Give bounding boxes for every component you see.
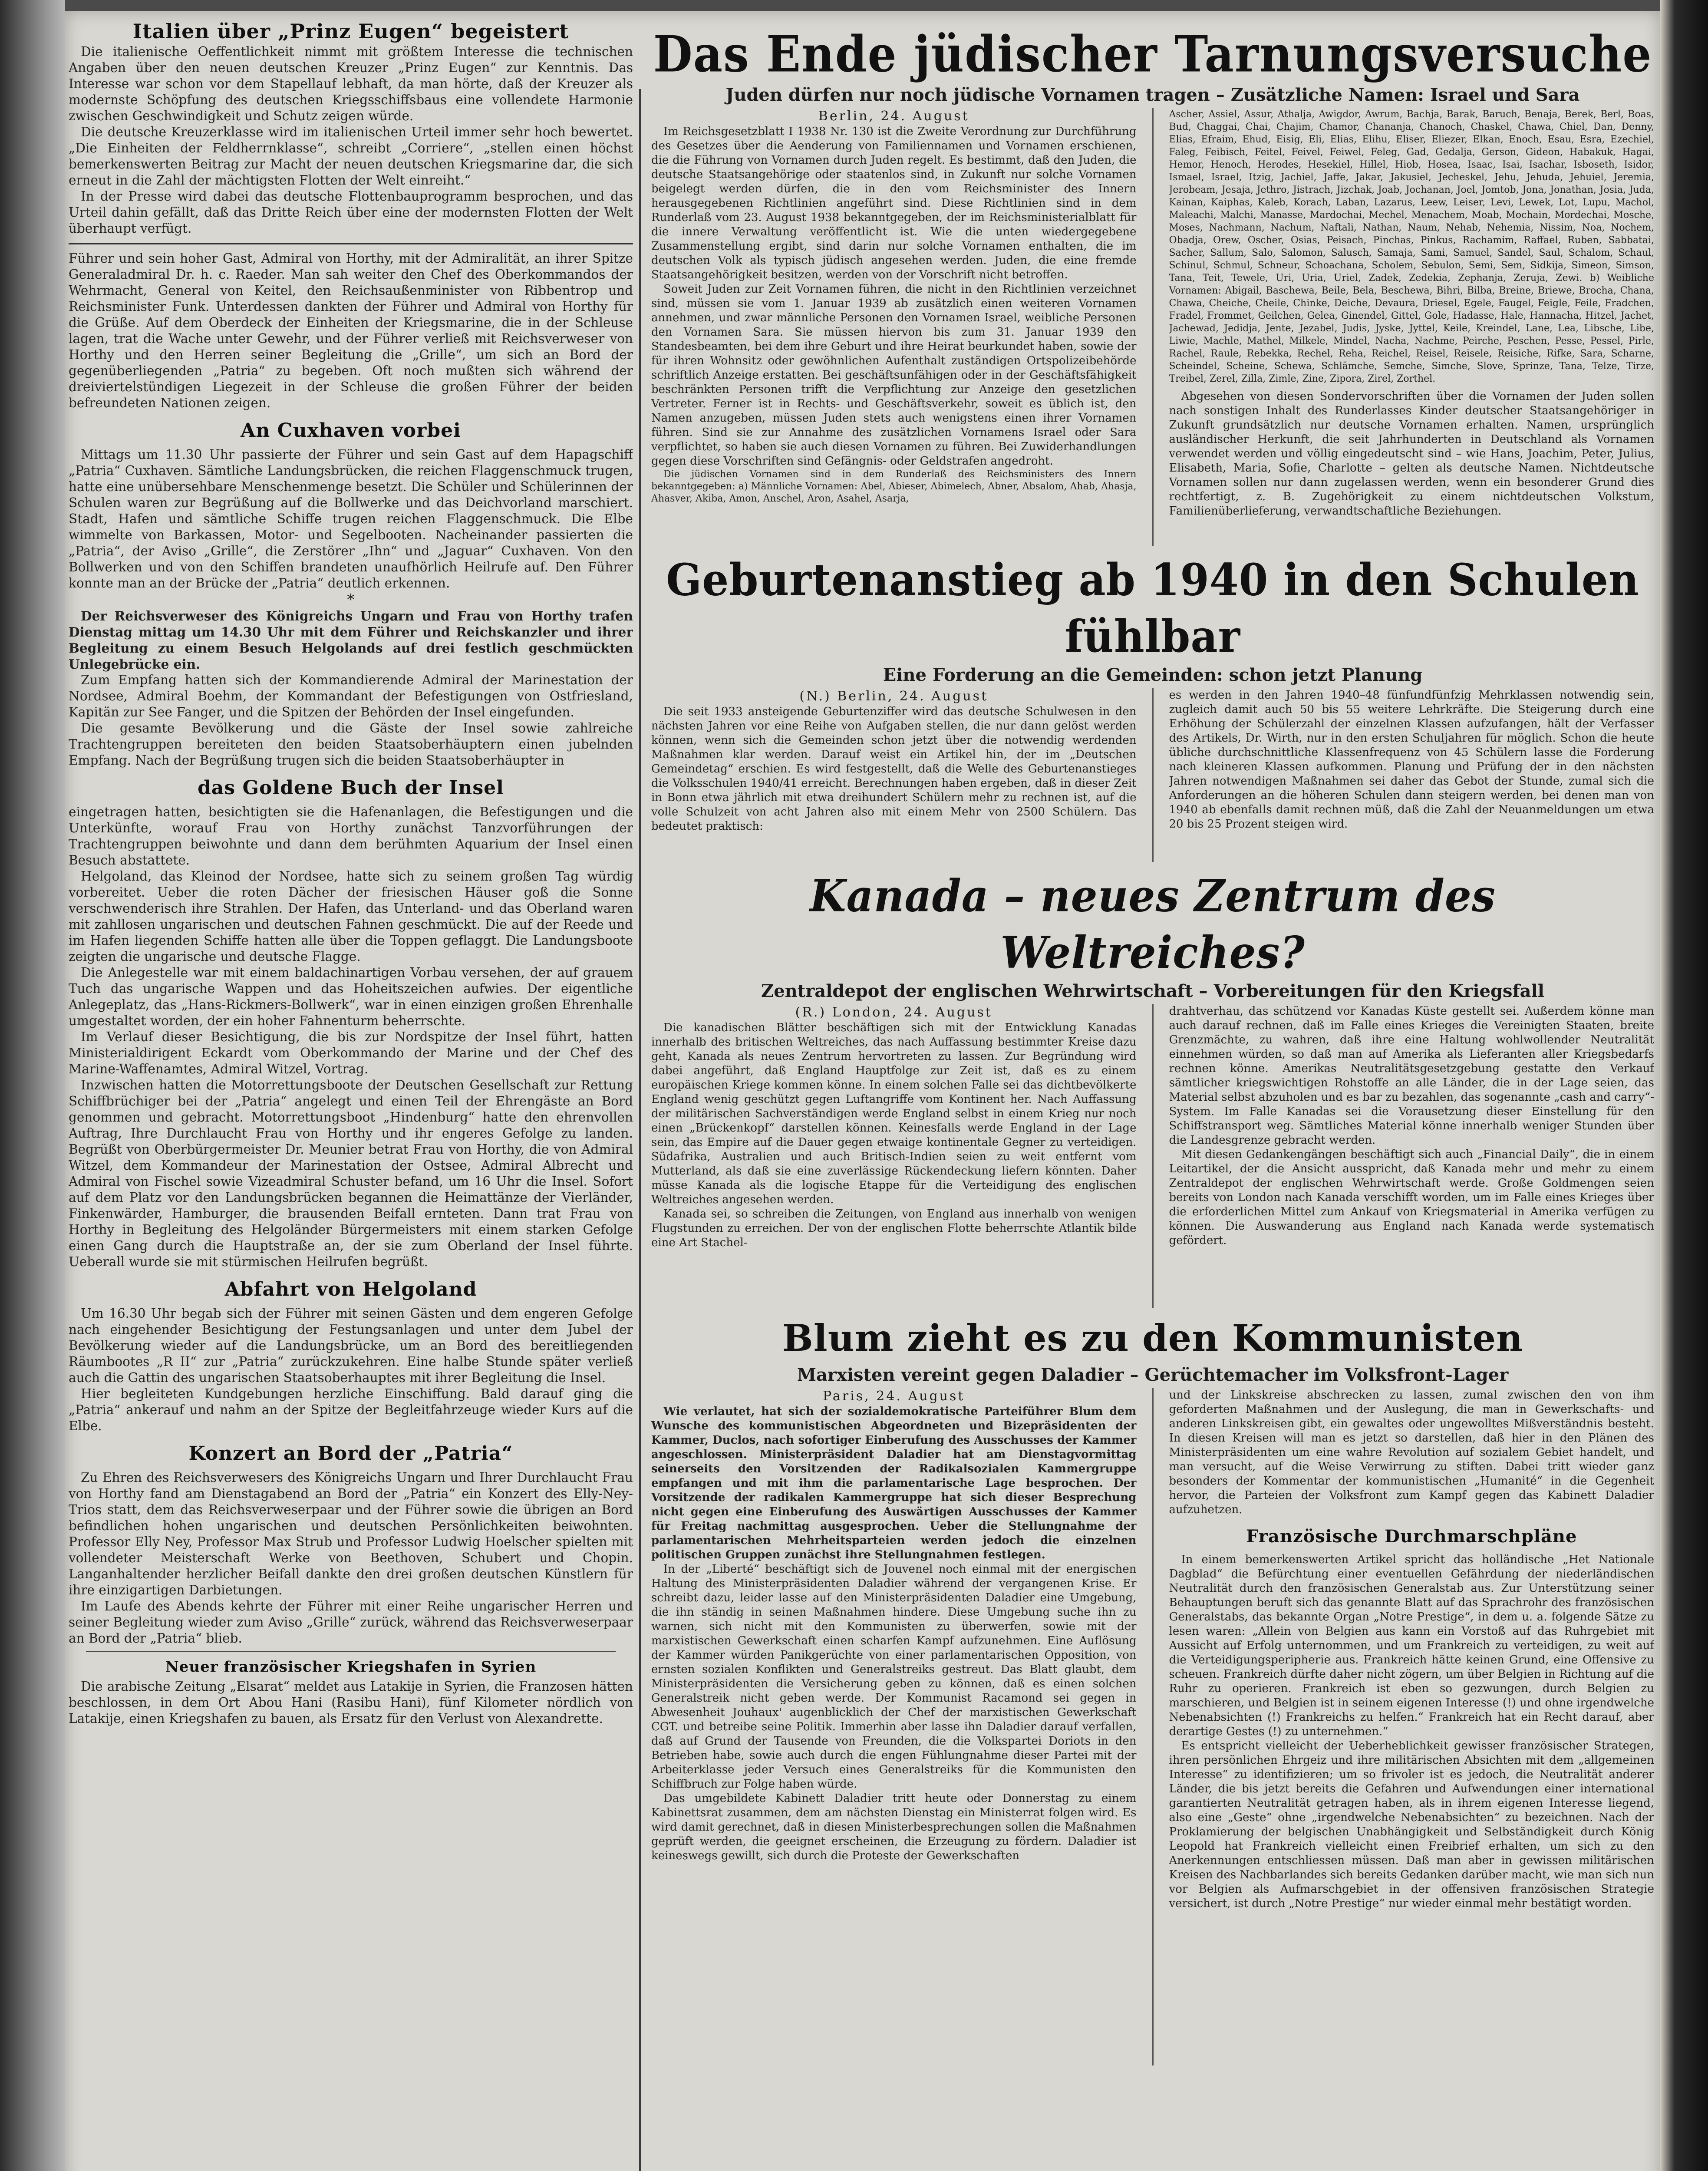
article-jews	[651, 108, 1654, 546]
headline-konzert: Konzert an Bord der „Patria“	[188, 1442, 513, 1465]
paragraph: und der Linkskreise abschrecken zu lassen, zumal zwischen den von ihm geforderten Maßnahmen und der Auslegung, die man in Gewerkschafts- und anderen Linkskreisen gibt, ein gewaltes oder ungewolltes Mißverständnis besteht. In diesen Kreisen will man es jetzt so darstellen, daß hier in den Plänen des Ministerpräsidenten um eine wahre Revolution auf sozialem Gebiet handelt, und man versucht, auf die Weise Verwirrung zu stiften. Dabei tritt wieder ganz besonders der Kommentar der kommunistischen „Humanité“ in die Gegenheit hervor, die Parteien der Volksfront zum Kampf gegen das Kabinett Daladier aufzuhetzen.	[1169, 1389, 1654, 1516]
paragraph: es werden in den Jahren 1940–48 fünfundfünfzig Mehrklassen notwendig sein, zugleich damit auch 50 bis 55 weitere Lehrkräfte. Die Steigerung durch eine Erhöhung der Schülerzahl der einzelnen Klassen aufzufangen, hält der Verfasser des Artikels, Dr. Wirth, nur in den ersten Schuljahren für möglich. Schon die heute übliche durchschnittliche Klassenfrequenz von 45 Schülern lasse die Forderung nach kleineren Klassen aufkommen. Planung und Prüfung der in den nächsten Jahren notwendigen Maßnahmen sei daher das Gebot der Stunde, zumal sich die Anforderungen an die höheren Schulen dann steigern werden, bei denen man von 1940 ab ebenfalls damit rechnen müß, daß die Zahl der Neuanmeldungen um etwa 20 bis 25 Prozent steigen wird.	[1169, 689, 1654, 831]
paragraph: Soweit Juden zur Zeit Vornamen führen, die nicht in den Richtlinien verzeichnet sind, müssen sie vom 1. Januar 1939 ab zusätzlich einen weiteren Vornamen annehmen, und zwar männliche Personen den Vornamen Israel, weibliche Personen den Vornamen Sara. Sie müssen hiervon bis zum 31. Januar 1939 den Standesbeamten, bei dem ihre Geburt und ihre Heirat beurkundet haben, sowie der für ihren Wohnsitz oder gewöhnlichen Aufenthalt zuständigen Ortspolizeibehörde schriftlich Anzeige erstatten. Bei geschäftsunfähigen oder in der Geschäftsfähigkeit beschränkten Personen trifft die Verpflichtung zur Anzeige den gesetzlichen Vertreter. Ferner ist in Rechts- und Geschäftsverkehr, soweit es üblich ist, den Namen anzugeben, müssen Juden stets auch wenigstens einen ihrer Vornamen führen. Sind sie zur Annahme des zusätzlichen Vornamens Israel oder Sara verpflichtet, so haben sie auch diesen Vornamen zu führen. Bei Zuwiderhandlungen gegen diese Vorschriften sind Gefängnis- oder Geldstrafen angedroht.	[651, 283, 1137, 468]
column-rule	[1152, 1004, 1154, 1308]
headline-kriegshafen: Neuer französischer Kriegshafen in Syrien	[165, 1658, 537, 1676]
headline-blum: Blum zieht es zu den Kommunisten	[782, 1316, 1523, 1359]
article-blum	[651, 1388, 1654, 2065]
paragraph: Mittags um 11.30 Uhr passierte der Führer und sein Gast auf dem Hapagschiff „Patria“ Cuxhaven. Sämtliche Landungsbrücken, die reichen Flaggenschmuck trugen, hatte eine unübersehbare Menschenmenge besetzt. Die Schüler und Schülerinnen der Schulen waren zur Begrüßung auf die Bollwerke und das Deichvorland marschiert. Stadt, Hafen und sämtliche Schiffe trugen reichen Flaggenschmuck. Die Elbe wimmelte von Barkassen, Motor- und Segelbooten. Nacheinander passierten die „Patria“, der Aviso „Grille“, die Zerstörer „Ihn“ und „Jaguar“ Cuxhaven. Von den Bollwerken und von den Schiffen brandeten unaufhörlich Heilrufe auf. Den Führer konnte man an der Brücke der „Patria“ deutlich erkennen.	[69, 447, 633, 591]
paragraph: Im Verlauf dieser Besichtigung, die bis zur Nordspitze der Insel führt, hatten Ministerialdirigent Eckardt vom Oberkommando der Marine und der Chef des Marine-Waffenamtes, Admiral Witzel, Vortrag.	[69, 1029, 633, 1076]
paragraph: Helgoland, das Kleinod der Nordsee, hatte sich zu seinem großen Tag würdig vorbereitet. Ueber die roten Dächer der friesischen Häuser goß die Sonne verschwenderisch ihre Strahlen. Der Hafen, das Unterland- und das Oberland waren mit zahllosen ungarischen und deutschen Fahnen geschmückt. Die auf der Reede und im Hafen liegenden Schiffe hatten alle über die Toppen geflaggt. Die Landungsboote zeigten die ungarische und deutsche Flagge.	[69, 869, 633, 964]
paragraph: Führer und sein hoher Gast, Admiral von Horthy, mit der Admiralität, an ihrer Spitze Generaladmiral Dr. h. c. Raeder. Man sah weiter den Chef des Oberkommandos der Wehrmacht, General von Keitel, den Reichsaußenminister von Ribbentrop und Reichsminister Funk. Unterdessen dankten der Führer und Admiral von Horthy für die Grüße. Auf dem Oberdeck der Einheiten der Kriegsmarine, die in der Schleuse lagen, trat die Wache unter Gewehr, und der Führer verließ mit Reichsverweser von Horthy und den Herren seiner Begleitung die „Grille“, um sich an Bord der gegenüberliegenden „Patria“ zu begeben. Oft noch mußten sich während der dreiviertelstündigen Liegezeit in der Schleuse die großen Führer der beiden befreundeten Nationen zeigen.	[69, 251, 633, 410]
headline-cuxhaven: An Cuxhaven vorbei	[241, 419, 461, 442]
column-rule	[1152, 688, 1154, 862]
paragraph: Zu Ehren des Reichsverwesers des Königreichs Ungarn und Ihrer Durchlaucht Frau von Horthy fand am Dienstagabend an Bord der „Patria“ ein Konzert des Elly-Ney-Trios statt, dem das Reichsverweserpaar und der Führer sowie die übrigen an Bord befindlichen hohen ungarischen und deutschen Persönlichkeiten beiwohnten. Professor Elly Ney, Professor Max Strub und Professor Ludwig Hoelscher spielten mit vollendeter Meisterschaft Werke von Beethoven, Schubert und Chopin. Langanhaltender herzlicher Beifall dankte den drei großen deutschen Künstlern für ihre einzigartigen Darbietungen.	[69, 1470, 633, 1597]
subheadline-canada: Zentraldepot der englischen Wehrwirtschaft – Vorbereitungen für den Kriegsfall	[761, 981, 1544, 1001]
paragraph: In der „Liberté“ beschäftigt sich de Jouvenel noch einmal mit der energischen Haltung des Ministerpräsidenten Daladier während der vergangenen Krise. Er schreibt dazu, leider lasse auf den Ministerpräsidenten Daladier eine Umgebung, die ihn ständig in seinen Maßnahmen hindere. Diese Umgebung suche ihn zu warnen, sich nicht mit den Kommunisten zu überwerfen, sowie mit der marxistischen Gewerkschaft einen scharfen Kampf aufzunehmen. Eine Auflösung der Kammer würden Panikgerüchte von einer parlamentarischen Opposition, von ernsten sozialen Konflikten und Generalstreiks gestreut. Das Blatt glaubt, dem Ministerpräsidenten die Versicherung geben zu können, daß es einen solchen Generalstreik nicht geben werde. Der Kommunist Racamond sei gegen in Abwesenheit Jouhaux' augenblicklich der Chef der marxistischen Gewerkschaft CGT. und betreibe seine Politik. Immerhin aber lasse ihn Daladier darauf verfallen, daß auf Grund der Tausende von Freunden, die die Volkspartei Doriots in den Betrieben habe, sowie auch durch die engen Fühlungnahme dieser Partei mit der Arbeiterklasse jeder Versuch eines Generalstreiks für die Kommunisten den Schiffbruch zur Folge haben würde.	[651, 1563, 1137, 1791]
paragraph: Es entspricht vielleicht der Ueberheblichkeit gewisser französischer Strategen, ihren persönlichen Ehrgeiz und ihre militärischen Absichten mit dem „allgemeinen Interesse“ zu identifizieren; um so frivoler ist es jedoch, die Neutralität anderer Länder, die bis jetzt bereits die Gefahren und Aufwendungen einer international garantierten Neutralität getragen haben, als in ihrem eigenen Interesse liegend, also eine „Geste“ ohne „irgendwelche Nebenabsichten“ zu bezeichnen. Nach der Proklamierung der belgischen Unabhängigkeit und Selbständigkeit durch König Leopold hat Frankreich vielleicht einen Freibrief erhalten, um sich zu den Anerkennungen entschliessen müssen. Daß man aber in gewissen militärischen Kreisen des Nachbarlandes sich bereits Gedanken darüber macht, wie man sich nun vor Belgien als Aufmarschgebiet in der offensiven französischen Strategie versichert, ist durch „Notre Prestige“ nur wieder einmal mehr bestätigt worden.	[1169, 1739, 1654, 1910]
headline-canada: Kanada – neues Zentrum des Weltreiches?	[810, 870, 1496, 978]
paragraph: Kanada sei, so schreiben die Zeitungen, von England aus innerhalb von wenigen Flugstunden zu erreichen. Der von der englischen Flotte beherrschte Atlantik bilde eine Art Stachel-	[651, 1208, 1137, 1249]
left-column	[69, 11, 633, 2171]
subheadline-blum: Marxisten vereint gegen Daladier – Gerüchtemacher im Volksfront-Lager	[797, 1365, 1509, 1385]
headline-prinz-eugen: Italien über „Prinz Eugen“ begeistert	[132, 20, 569, 43]
paragraph: drahtverhau, das schützend vor Kanadas Küste gestellt sei. Außerdem könne man auch darauf rechnen, daß im Falle eines Krieges die Vereinigten Staaten, breite Grenzmächte, zu wahren, daß ihre eine Haltung wohlwollender Neutralität einnehmen würden, so daß man auf Amerika als Lieferanten aller Kriegsbedarfs rechnen könne. Amerikas Neutralitätsgesetzgebung gestatte den Verkauf sämtlicher kriegswichtigen Rohstoffe an alle Länder, die in der Lage seien, das Material selbst abzuholen und es bar zu bezahlen, das sogenannte „cash and carry“-System. Im Falle Kanadas sei die Vorausetzung dieser Einstellung für den Schiffstransport weg. Sämtliches Material könne innerhalb weniger Stunden über die Landesgrenze gebracht werden.	[1169, 1005, 1654, 1147]
headline-schools: Geburtenanstieg ab 1940 in den Schulen fühlbar	[666, 554, 1639, 662]
headline-abfahrt: Abfahrt von Helgoland	[224, 1278, 477, 1300]
article-schools	[651, 688, 1654, 862]
paragraph: In einem bemerkenswerten Artikel spricht das holländische „Het Nationale Dagblad“ die Befürchtung einer eventuellen Gefährdung der niederländischen Neutralität durch den französischen Generalstab aus. Zur Unterstützung seiner Behauptungen beruft sich das genannte Blatt auf das Sprachrohr des französischen Generalstabs, das bekannte Organ „Notre Prestige“, in dem u. a. folgende Sätze zu lesen waren: „Allein von Belgien aus kann ein Vorstoß auf das Ruhrgebiet mit Aussicht auf Erfolg unternommen, und um Frankreich zu verteidigen, zu weit auf die Verteidigungsperipherie aus. Frankreich hätte keinen Grund, eine Offensive zu scheuen. Frankreich dürfte daher nicht zögern, um über Belgien in Richtung auf die Ruhr zu operieren. Frankreich ist eben so gezwungen, durch Belgien zu marschieren, und Belgien ist in seinem eigenen Interesse (!) und ohne irgendwelche Nebenabsichten (!) Frankreichs zu helfen.“ Frankreich hat ein Recht darauf, aber derartige Gestes (!) zu unternehmen.“	[1169, 1553, 1654, 1738]
paragraph: Die seit 1933 ansteigende Geburtenziffer wird das deutsche Schulwesen in den nächsten Jahren vor eine Reihe von Aufgaben stellen, die nur dann gelöst werden können, wenn sich die Gemeinden schon jetzt über die notwendig werdenden Maßnahmen klar werden. Darauf weist ein Artikel hin, der im „Deutschen Gemeindetag“ erschien. Es wird festgestellt, daß die Welle des Geburtenanstieges die Volksschulen 1940/41 erreicht. Berechnungen haben ergeben, daß in dieser Zeit in Bonn etwa jährlich mit etwa dreihundert Schülern mehr zu rechnen ist, auf die volle Schulzeit von acht Jahren also mit einem Mehr von 2500 Schülern. Das bedeutet praktisch:	[651, 705, 1137, 833]
column-rule	[1152, 108, 1154, 546]
name-list: Ascher, Assiel, Assur, Athalja, Awigdor, Awrum, Bachja, Barak, Baruch, Benaja, Berek, Berl, Boas, Bud, Chaggai, Chai, Chajim, Chamor, Chananja, Chanoch, Chaskel, Chawa, Chiel, Dan, Denny, Elias, Efraim, Ehud, Eisig, Eli, Elias, Elihu, Eliser, Eliezer, Elkan, Enoch, Esau, Esra, Ezechiel, Faleg, Feibisch, Feitel, Feivel, Feiwel, Feleg, Gad, Gedalja, Gerson, Gideon, Habakuk, Hagai, Hemor, Henoch, Herodes, Hesekiel, Hillel, Hiob, Hosea, Isaac, Isai, Isachar, Isboseth, Isidor, Ismael, Israel, Itzig, Jachiel, Jaffe, Jakar, Jakusiel, Jecheskel, Jehu, Jehuda, Jehuiel, Jeremia, Jerobeam, Jesaja, Jethro, Jistrach, Jizchak, Joab, Jochanan, Joel, Jomtob, Jona, Jonathan, Josia, Juda, Kainan, Kaiphas, Kaleb, Korach, Laban, Lazarus, Leew, Leiser, Levi, Lewek, Lot, Lupu, Machol, Maleachi, Malchi, Manasse, Mardochai, Mechel, Menachem, Moab, Mochain, Mordechai, Mosche, Moses, Nachmann, Nachum, Naftali, Nathan, Naum, Nehab, Nehemia, Nissim, Noa, Nochem, Obadja, Orew, Oscher, Osias, Peisach, Pinchas, Pinkus, Rachamim, Raffael, Ruben, Sabbatai, Sacher, Sallum, Salo, Salomon, Salusch, Samaja, Sami, Samuel, Sandel, Saul, Schalom, Schaul, Schinul, Schmul, Schneur, Schoachana, Scholem, Sebulon, Semi, Sem, Sidkija, Simeon, Simson, Tana, Teit, Tewele, Uri, Uria, Uriel, Zadek, Zedekia, Zephanja, Zeruja, Zewi. b) Weibliche Vornamen: Abigail, Baschewa, Beile, Bela, Beschewa, Bihri, Bilba, Breine, Briewe, Brocha, Chana, Chawa, Cheiche, Cheile, Chinke, Deiche, Devaura, Driesel, Egele, Faugel, Feigle, Feile, Fradchen, Fradel, Frommet, Geilchen, Gelea, Ginendel, Gittel, Gole, Hadasse, Hale, Hannacha, Hitzel, Jachet, Jachewad, Jedidja, Jente, Jezabel, Judis, Jyske, Jyttel, Keile, Kreindel, Lane, Lea, Libsche, Libe, Liwie, Machle, Mathel, Milkele, Mindel, Nacha, Nachme, Peirche, Peschen, Pesse, Pessel, Pirle, Rachel, Raule, Rebekka, Rechel, Reha, Reichel, Reisel, Reisele, Reisiche, Rifke, Sara, Scharne, Scheindel, Scheine, Schewa, Schlämche, Semche, Simche, Slove, Sprinze, Tana, Telze, Tirze, Treibel, Zerel, Zilla, Zimle, Zine, Zipora, Zirel, Zorthel.	[1169, 109, 1654, 384]
dateline: Berlin, 24. August	[818, 109, 969, 124]
subheadline-jews: Juden dürfen nur noch jüdische Vornamen tragen – Zusätzliche Namen: Israel und Sara	[725, 85, 1580, 105]
scan-border-left	[0, 0, 65, 2171]
paragraph: Im Reichsgesetzblatt I 1938 Nr. 130 ist die Zweite Verordnung zur Durchführung des Gesetzes über die Aenderung von Familiennamen und Vornamen erschienen, die die Führung von Vornamen durch Juden regelt. Es bestimmt, daß den Juden, die deutsche Staatsangehörige oder staatenlos sind, in Zukunft nur solche Vornamen beigelegt werden dürfen, die in den vom Reichsminister des Innern herausgegebenen Richtlinien angeführt sind. Diese Richtlinien sind in dem Runderlaß vom 23. August 1938 bekanntgegeben, der im Reichsministerialblatt für die innere Verwaltung veröffentlicht ist. Wie die unten wiedergegebene Zusammenstellung ergibt, sind darin nur solche Vornamen enthalten, die im deutschen Volk als typisch jüdisch angesehen werden. Juden, die eine fremde Staatsangehörigkeit besitzen, werden von der Vorschrift nicht betroffen.	[651, 125, 1137, 281]
column-rule	[639, 89, 641, 2171]
right-columns	[651, 11, 1654, 2171]
paragraph: Um 16.30 Uhr begab sich der Führer mit seinen Gästen und dem engeren Gefolge nach eingehender Besichtigung der Festungsanlagen und unter dem Jubel der Bevölkerung wieder auf die Landungsbrücke, um an Bord des bereitliegenden Räumbootes „R II“ zur „Patria“ zurückzukehren. Eine halbe Stunde später verließ auch die Gattin des ungarischen Staatsoberhauptes mit ihrer Begleitung die Insel.	[69, 1306, 633, 1385]
dateline: (R.) London, 24. August	[795, 1005, 992, 1020]
headline-durchmarsch: Französische Durchmarschpläne	[1246, 1526, 1577, 1547]
paragraph: Inzwischen hatten die Motorrettungsboote der Deutschen Gesellschaft zur Rettung Schiffbrüchiger bei der „Patria“ angelegt und einen Teil der Ehrengäste an Bord genommen und gebracht. Motorrettungsboot „Hindenburg“ hatte den ehrenvollen Auftrag, Ihre Durchlaucht Frau von Horthy und ihr engeres Gefolge zu landen. Begrüßt von Oberbürgermeister Dr. Meunier betrat Frau von Horthy, die von Admiral Witzel, dem Kommandeur der Marinestation der Ostsee, Admiral Albrecht und Admiral von Fischel sowie Vizeadmiral Schuster befand, um 16 Uhr die Insel. Sofort auf dem Platz vor den Landungsbrücken begannen die Heimattänze der Vierländer, Finkenwärder, Hamburger, die brausenden Beifall ernteten. Dann trat Frau von Horthy in Begleitung des Helgoländer Bürgermeisters mit einem starken Gefolge einen Gang durch die Hauptstraße an, der sie zum Oberland der Insel führte. Ueberall wurde sie mit stürmischen Heilrufen begrüßt.	[69, 1078, 633, 1269]
paragraph: Im Laufe des Abends kehrte der Führer mit einer Reihe ungarischer Herren und seiner Begleitung wieder zum Aviso „Grille“ zurück, während das Reichsverweserpaar an Bord der „Patria“ blieb.	[69, 1599, 633, 1646]
subheadline-schools: Eine Forderung an die Gemeinden: schon jetzt Planung	[883, 665, 1423, 685]
section-divider	[69, 243, 633, 244]
paragraph: Die deutsche Kreuzerklasse wird im italienischen Urteil immer sehr hoch bewertet. „Die Einheiten der Feldherrnklasse“, schreibt „Corriere“, „stellen einen höchst bemerkenswerten Beitrag zur Macht der neuen deutschen Kriegsmarine dar, die sich erneut in die Zahl der mächtigsten Flotten der Welt einreiht.“	[69, 125, 633, 188]
newspaper-page	[65, 11, 1660, 2171]
paragraph-lead: Der Reichsverweser des Königreichs Ungarn und Frau von Horthy trafen Dienstag mittag um 14.30 Uhr mit dem Führer und Reichskanzler und ihrer Begleitung zu einem Besuch Helgolands auf drei festlich geschmückten Unlegebrücke ein.	[69, 608, 633, 672]
headline-goldene-buch: das Goldene Buch der Insel	[198, 777, 504, 799]
article-canada	[651, 1004, 1654, 1308]
asterisk-separator: *	[347, 591, 355, 608]
paragraph: Das umgebildete Kabinett Daladier tritt heute oder Donnerstag zu einem Kabinettsrat zusammen, dem am nächsten Dienstag ein Ministerrat folgen wird. Es wird damit gerechnet, daß in diesen Ministerbesprechungen sollen die Maßnahmen geprüft werden, die geeignet erscheinen, die Erzeugung zu fördern. Daladier ist keineswegs gewillt, sich durch die Proteste der Gewerkschaften	[651, 1792, 1137, 1862]
paragraph: eingetragen hatten, besichtigten sie die Hafenanlagen, die Befestigungen und die Unterkünfte, worauf Frau von Horthy zunächst Tanzvorführungen der Trachtengruppen beiwohnte und dann dem berühmten Aquarium der Insel einen Besuch abstattete.	[69, 805, 633, 868]
paragraph: Hier begleiteten Kundgebungen herzliche Einschiffung. Bald darauf ging die „Patria“ ankerauf und nahm an der Spitze der Begleitfahrzeuge wieder Kurs auf die Elbe.	[69, 1386, 633, 1433]
column-rule	[1152, 1388, 1154, 2065]
section-divider	[86, 1651, 616, 1652]
paragraph: Die italienische Oeffentlichkeit nimmt mit größtem Interesse die technischen Angaben über den neuen deutschen Kreuzer „Prinz Eugen“ zur Kenntnis. Das Interesse war schon vor dem Stapellauf lebhaft, da man hörte, daß der Kreuzer als modernste Schöpfung des deutschen Kriegsschiffsbaus eine vollendete Harmonie zwischen Geschwindigkeit und Schutz zeigen würde.	[69, 44, 633, 123]
paragraph: In der Presse wird dabei das deutsche Flottenbauprogramm besprochen, und das Urteil dahin gefällt, daß das Dritte Reich über eine der modernsten Flotten der Welt überhaupt verfügt.	[69, 189, 633, 236]
paragraph-lead: Wie verlautet, hat sich der sozialdemokratische Parteiführer Blum dem Wunsche des kommunistischen Abgeordneten und Bizepräsidenten der Kammer, Duclos, nach sofortiger Einberufung des Ausschusses der Kammer angeschlossen. Ministerpräsident Daladier hat am Dienstagvormittag seinerseits den Vorsitzenden der Radikalsozialen Kammergruppe empfangen und mit ihm die parlamentarische Lage besprochen. Der Vorsitzende der radikalen Kammergruppe hat sich dieser Besprechung nicht gegen eine Einberufung des Auswärtigen Ausschusses der Kammer für Freitag nachmittag ausgesprochen. Ueber die Stellungnahme der parlamentarischen Mehrheitsparteien werden jedoch die einzelnen politischen Gruppen zunächst ihre Stellungnahmen festlegen.	[651, 1405, 1137, 1561]
paragraph: Die Anlegestelle war mit einem baldachinartigen Vorbau versehen, der auf grauem Tuch das ungarische Wappen und das Hoheitszeichen aufwies. Der eigentliche Anlegeplatz, das „Hans-Rickmers-Bollwerk“, war in einen einzigen großen Ehrenhalle umgestaltet worden, der ein hoher Fahnenturm beherrschte.	[69, 965, 633, 1028]
headline-jews: Das Ende jüdischer Tarnungsversuche	[653, 24, 1652, 84]
scan-border-right	[1660, 0, 1708, 2171]
paragraph: Die gesamte Bevölkerung und die Gäste der Insel sowie zahlreiche Trachtengruppen bereiteten den beiden Staatsoberhäuptern einen jubelnden Empfang. Nach der Begrüßung trugen sich die beiden Staatsoberhäupter in	[69, 721, 633, 768]
dateline: (N.) Berlin, 24. August	[799, 689, 989, 704]
paragraph: Mit diesen Gedankengängen beschäftigt sich auch „Financial Daily“, die in einem Leitartikel, der die Ansicht ausspricht, daß Kanada mehr und mehr zu einem Zentraldepot der englischen Wehrwirtschaft werde. Große Goldmengen seien bereits von London nach Kanada verschifft worden, um im Falle eines Krieges über die erforderlichen Mittel zum Ankauf von Kriegsmaterial in Amerika verfügen zu können. Die Auswanderung aus England nach Kanada werde systematisch gefördert.	[1169, 1148, 1654, 1247]
article-prinz-eugen	[69, 44, 633, 237]
paragraph: Abgesehen von diesen Sondervorschriften über die Vornamen der Juden sollen nach sonstigen Inhalt des Runderlasses Kinder deutscher Staatsangehöriger in Zukunft grundsätzlich nur deutsche Vornamen erhalten. Namen, ursprünglich ausländischer Herkunft, die seit Jahrhunderten in Deutschland als Vornamen verwendet werden und völlig eingedeutscht sind – wie Hans, Joachim, Peter, Julius, Elisabeth, Maria, Sofie, Charlotte – gelten als deutsche Namen. Nichtdeutsche Vornamen sollen nur dann zugelassen werden, wenn ein besonderer Grund dies rechtfertigt, z. B. Zugehörigkeit zu einem nichtdeutschen Volkstum, Familienüberlieferung, verwandtschaftliche Beziehungen.	[1169, 390, 1654, 518]
dateline: Paris, 24. August	[823, 1389, 965, 1404]
paragraph: Die arabische Zeitung „Elsarat“ meldet aus Latakije in Syrien, die Franzosen hätten beschlossen, in dem Ort Abou Hani (Rasibu Hani), fünf Kilometer nördlich von Latakije, einen Kriegshafen zu bauen, als Ersatz für den Verlust von Alexandrette.	[69, 1679, 633, 1726]
paragraph: Zum Empfang hatten sich der Kommandierende Admiral der Marinestation der Nordsee, Admiral Boehm, der Kommandant der Befestigungen von Ostfriesland, Kapitän zur See Fanger, und die Spitzen der Behörden der Insel eingefunden.	[69, 673, 633, 719]
paragraph: Die jüdischen Vornamen sind in dem Runderlaß des Reichsministers des Innern bekanntgegeben: a) Männliche Vornamen: Abel, Abieser, Abimelech, Abner, Absalom, Ahab, Ahasja, Ahasver, Akiba, Amon, Anschel, Aron, Asahel, Asarja,	[651, 469, 1137, 504]
paragraph: Die kanadischen Blätter beschäftigen sich mit der Entwicklung Kanadas innerhalb des britischen Weltreiches, das nach Auffassung bestimmter Kreise dazu geht, Kanada als neues Zentrum hervortreten zu lassen. Zur Begründung wird dabei angeführt, daß England Hauptfolge zur Zeit ist, daß es zu einem europäischen Kriege kommen könne. In einem solchen Falle sei das dichtbevölkerte England wenig geschützt gegen Luftangriffe vom Kontinent her. Nach Auffassung der militärischen Sachverständigen werde England selbst in einem Krieg nur noch einen „Brückenkopf“ darstellen können. Keinesfalls werde England in der Lage sein, das Empire auf die Dauer gegen etwaige kontinentale Gegner zu verteidigen. Südafrika, Australien und auch Britisch-Indien seien zu weit entfernt vom Mutterland, als daß sie eine zuverlässige Rückendeckung liefern könnten. Daher müsse Kanada als die logische Etappe für die Verteidigung des englischen Weltreiches angesehen werden.	[651, 1021, 1137, 1206]
